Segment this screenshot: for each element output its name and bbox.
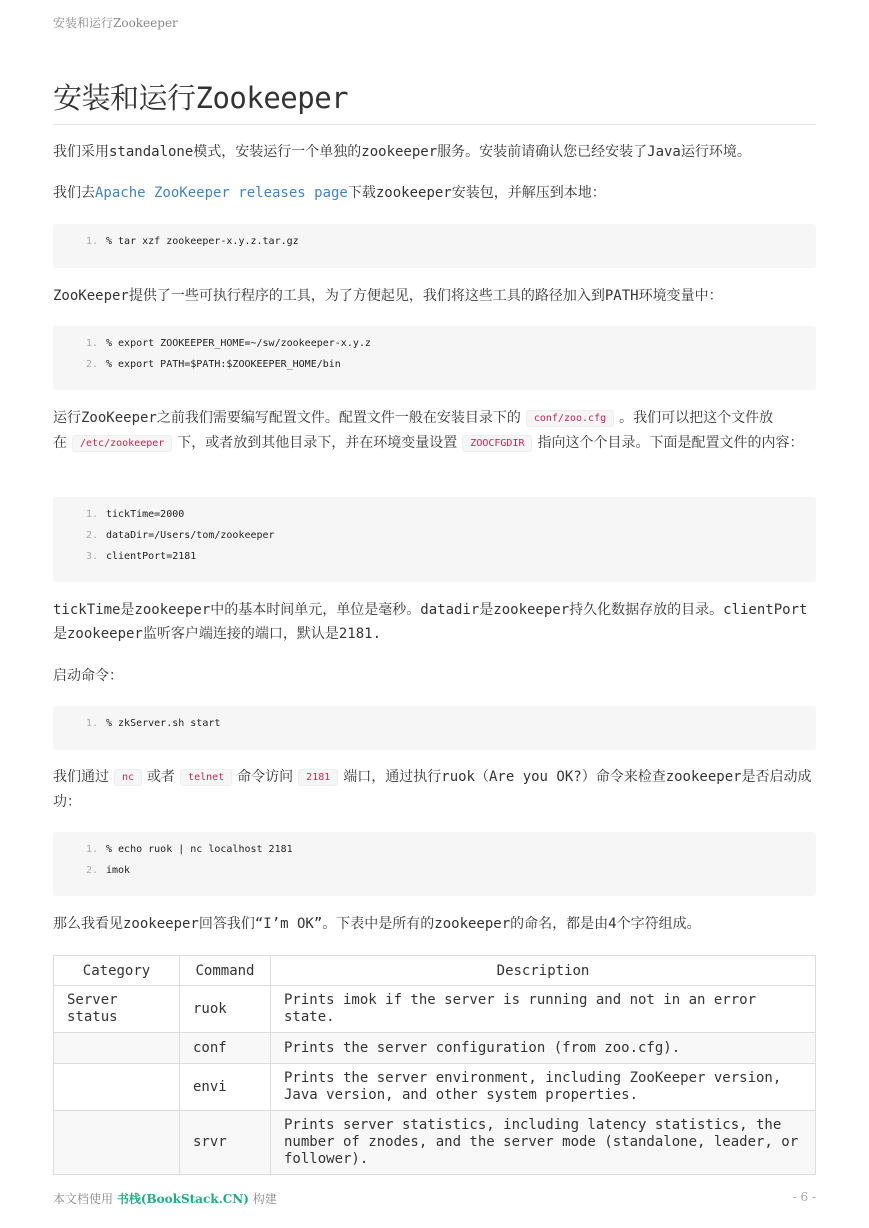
cell-description: Prints server statistics, including latency statistics, the number of znodes, and the server mode (standalone, leader, or follower). (271, 1111, 816, 1175)
cell-description: Prints imok if the server is running and not in an error state. (271, 986, 816, 1033)
page-title: 安装和运行Zookeeper (53, 81, 349, 115)
code-line: 1. % echo ruok | nc localhost 2181 (86, 844, 293, 855)
table-row (54, 1064, 816, 1111)
code-line: 2. imok (86, 865, 131, 876)
start-label: 启动命令： (53, 668, 123, 684)
table-row (54, 986, 816, 1033)
code-block-start (53, 706, 816, 750)
path-paragraph: ZooKeeper提供了一些可执行程序的工具，为了方便起见，我们将这些工具的路径加入到PATH环境变量中： (53, 288, 723, 304)
intro-paragraph: 我们采用standalone模式，安装运行一个单独的zookeeper服务。安装前请确认您已经安装了Java运行环境。 (53, 144, 751, 160)
explain-paragraph: tickTime是zookeeper中的基本时间单元，单位是毫秒。datadir是zookeeper持久化数据存放的目录。clientPort是zookeeper监听客户端连接的端口，默认是2181. (53, 602, 808, 642)
download-paragraph (53, 181, 818, 205)
download-text-before: 我们去 (53, 185, 95, 201)
page-number: - 6 - (792, 1190, 816, 1204)
column-header-command: Command (180, 956, 271, 986)
cell-description: Prints the server environment, including ZooKeeper version, Java version, and other system properties. (271, 1064, 816, 1111)
code-block-extract (53, 224, 816, 268)
cell-command: ruok (180, 986, 271, 1033)
table-row (54, 1033, 816, 1064)
column-header-description: Description (271, 956, 816, 986)
inline-code-etc-zookeeper: /etc/zookeeper (72, 435, 172, 452)
commands-table (53, 955, 816, 1175)
code-line: 1. tickTime=2000 (86, 509, 185, 520)
code-line: 3. clientPort=2181 (86, 551, 197, 562)
cell-category (54, 1033, 180, 1064)
cell-category (54, 1111, 180, 1175)
inline-code-zoocfgdir: ZOOCFGDIR (462, 435, 532, 452)
table-intro: 那么我看见zookeeper回答我们“I’m OK”。下表中是所有的zookeeper的命名，都是由4个字符组成。 (53, 916, 701, 932)
cell-category: Server status (54, 986, 180, 1033)
code-block-config (53, 497, 816, 582)
config-paragraph: 运行ZooKeeper之前我们需要编写配置文件。配置文件一般在安装目录下的 conf/zoo.cfg 。我们可以把这个文件放在 /etc/zookeeper 下，或者放到其他目录下，并在环境变量设置 ZOOCFGDIR 指向这个个目录。下面是配置文件的内容： (53, 410, 804, 451)
cell-description: Prints the server configuration (from zoo.cfg). (271, 1033, 816, 1064)
footer-credit: 本文档使用 书栈(BookStack.CN) 构建 (53, 1192, 277, 1206)
check-paragraph: 我们通过 nc 或者 telnet 命令访问 2181 端口，通过执行ruok（Are you OK?）命令来检查zookeeper是否启动成功： (53, 769, 812, 810)
code-line: 2. % export PATH=$PATH:$ZOOKEEPER_HOME/bin (86, 359, 341, 370)
inline-code-zoo-cfg: conf/zoo.cfg (526, 410, 614, 427)
inline-code-port: 2181 (298, 769, 338, 786)
code-block-check (53, 832, 816, 896)
download-text-after: 下载zookeeper安装包，并解压到本地： (347, 185, 606, 201)
cell-command: envi (180, 1064, 271, 1111)
inline-code-telnet: telnet (180, 769, 232, 786)
cell-category (54, 1064, 180, 1111)
bookstack-link[interactable]: 书栈(BookStack.CN) (116, 1192, 249, 1206)
code-line: 1. % tar xzf zookeeper-x.y.z.tar.gz (86, 236, 299, 247)
cell-command: srvr (180, 1111, 271, 1175)
code-block-path (53, 326, 816, 390)
title-divider (53, 124, 816, 125)
code-line: 2. dataDir=/Users/tom/zookeeper (86, 530, 275, 541)
cell-command: conf (180, 1033, 271, 1064)
releases-page-link[interactable]: Apache ZooKeeper releases page (95, 185, 348, 201)
inline-code-nc: nc (114, 769, 142, 786)
table-row (54, 1111, 816, 1175)
column-header-category: Category (54, 956, 180, 986)
code-line: 1. % export ZOOKEEPER_HOME=~/sw/zookeeper-x.y.z (86, 338, 371, 349)
code-line: 1. % zkServer.sh start (86, 718, 221, 729)
table-header-row (54, 956, 816, 986)
running-header: 安装和运行Zookeeper (53, 16, 178, 30)
